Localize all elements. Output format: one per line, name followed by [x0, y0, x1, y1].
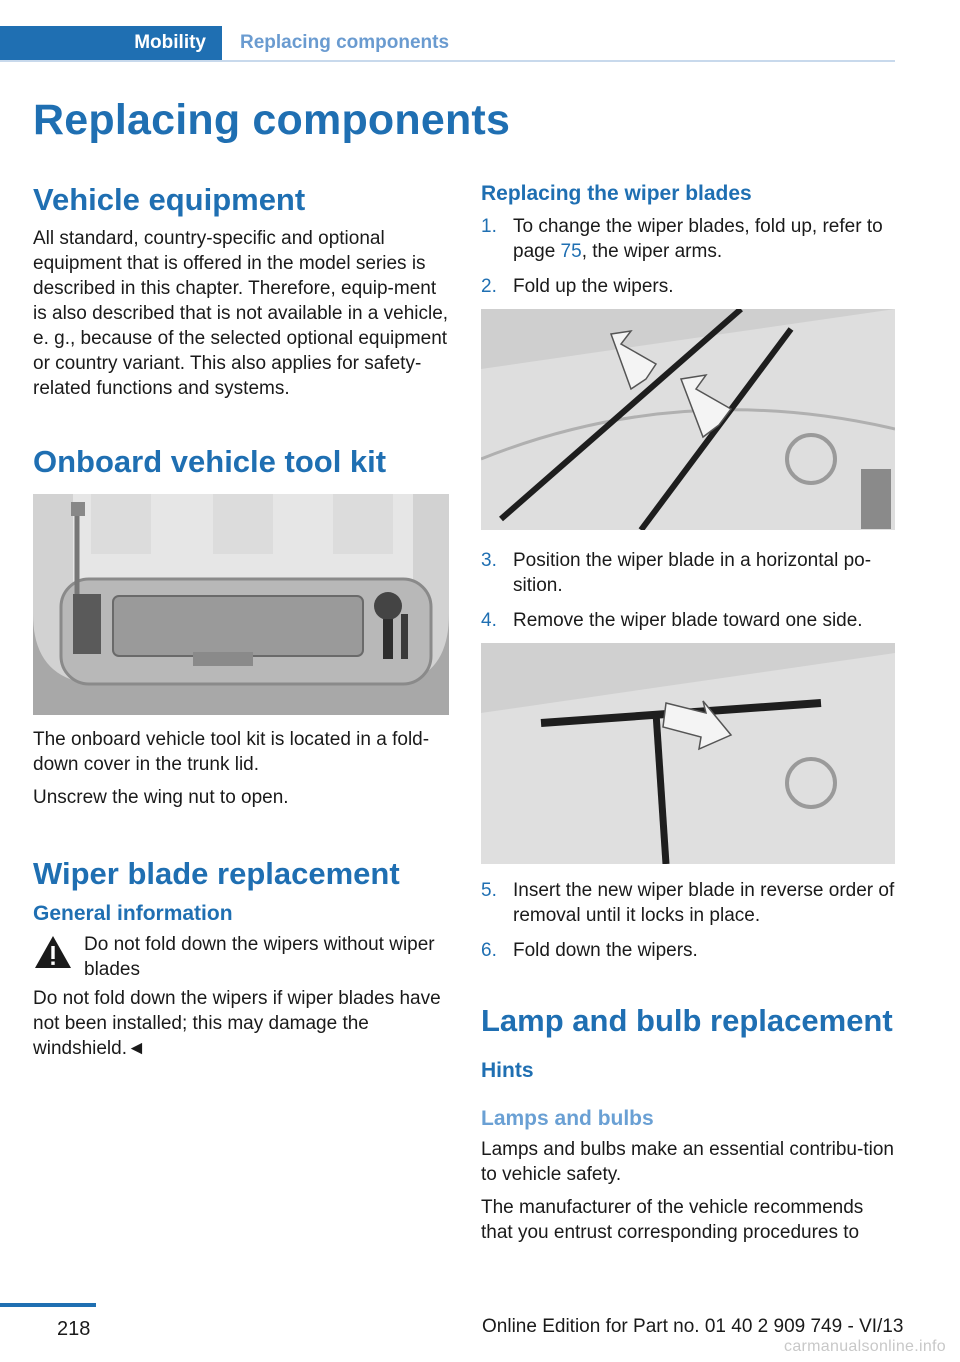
warning-title: Do not fold down the wipers without wiper blades	[84, 934, 435, 980]
step-text: Remove the wiper blade toward one side.	[513, 610, 863, 631]
step-text-tail: , the wiper arms.	[581, 241, 723, 262]
vehicle-equipment-text: All standard, country-specific and optional equipment that is offered in the model series is described in this chapter. Therefore, equip-ment is also described that is not available in a vehicle, e. g., because of the selected optional equipment or country variant. This also applies for safety-related functions and systems.	[33, 228, 449, 399]
page-title: Replacing components	[33, 96, 511, 144]
hints-heading: Hints	[481, 1059, 534, 1082]
step-text: To change the wiper blades, fold up, refer to page	[513, 216, 883, 262]
tool-kit-image	[33, 494, 449, 715]
tool-kit-text-1: The onboard vehicle tool kit is located in a fold-down cover in the trunk lid.	[33, 729, 430, 775]
step-number: 6.	[481, 940, 497, 961]
tool-kit-text-2: Unscrew the wing nut to open.	[33, 787, 289, 808]
step-text: Fold up the wipers.	[513, 276, 674, 297]
lamps-text-1: Lamps and bulbs make an essential contribu-tion to vehicle safety.	[481, 1139, 894, 1185]
step-number: 4.	[481, 610, 497, 631]
step-item	[481, 878, 895, 928]
left-column	[33, 182, 449, 1061]
step-text: Position the wiper blade in a horizontal po-sition.	[513, 550, 872, 596]
chapter-tab[interactable]: Mobility	[0, 26, 222, 60]
section-breadcrumb[interactable]: Replacing components	[240, 32, 450, 53]
steps-list-c	[481, 878, 895, 963]
footer-divider	[0, 1303, 96, 1307]
wiper-replacement-heading: Wiper blade replacement	[33, 856, 400, 891]
lamp-replacement-heading: Lamp and bulb replacement	[481, 1003, 893, 1038]
general-information-heading: General information	[33, 902, 233, 925]
warning-icon	[33, 934, 73, 970]
wipers-folded-image	[481, 309, 895, 530]
wiper-blade-removal-image	[481, 643, 895, 864]
step-text: Fold down the wipers.	[513, 940, 698, 961]
tool-kit-heading: Onboard vehicle tool kit	[33, 444, 387, 479]
steps-list-a	[481, 214, 895, 299]
warning-block	[33, 932, 449, 982]
header-divider	[0, 60, 895, 62]
step-item	[481, 548, 895, 598]
right-column	[481, 182, 895, 1245]
watermark: carmanualsonline.info	[784, 1338, 946, 1355]
vehicle-equipment-heading: Vehicle equipment	[33, 182, 306, 217]
warning-text: Do not fold down the wipers if wiper blades have not been installed; this may damage the windshield.◄	[33, 988, 441, 1059]
step-number: 5.	[481, 880, 497, 901]
step-number: 3.	[481, 550, 497, 571]
step-number: 1.	[481, 216, 497, 237]
step-item	[481, 938, 895, 963]
replacing-wiper-blades-heading: Replacing the wiper blades	[481, 182, 752, 205]
step-item	[481, 274, 895, 299]
step-text: Insert the new wiper blade in reverse order of removal until it locks in place.	[513, 880, 895, 926]
lamps-and-bulbs-heading: Lamps and bulbs	[481, 1107, 654, 1130]
online-edition-note: Online Edition for Part no. 01 40 2 909 749 - VI/13	[482, 1316, 904, 1337]
page-number: 218	[57, 1318, 91, 1340]
step-number: 2.	[481, 276, 497, 297]
step-item	[481, 214, 895, 264]
step-item	[481, 608, 895, 633]
lamps-text-2: The manufacturer of the vehicle recommends that you entrust corresponding procedures to	[481, 1197, 864, 1243]
page-link[interactable]: 75	[560, 241, 582, 262]
steps-list-b	[481, 548, 895, 633]
